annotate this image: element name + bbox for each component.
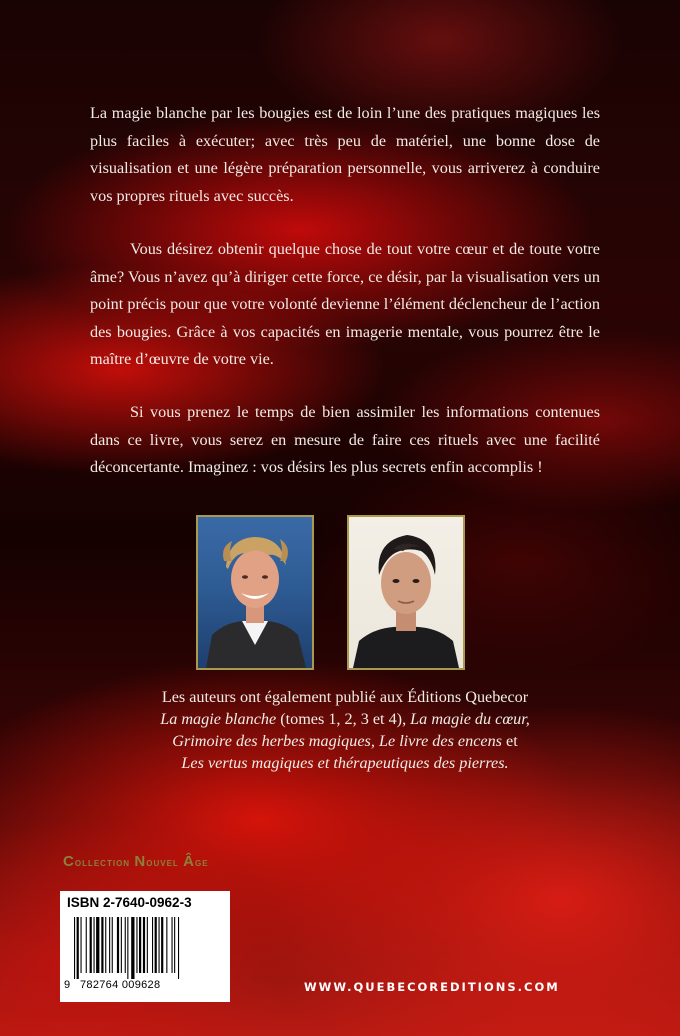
paragraph-desire — [90, 236, 600, 374]
book-title-grimoire: Grimoire des herbes magiques, — [172, 732, 375, 750]
author-photo-right — [347, 515, 465, 670]
barcode-panel — [60, 891, 230, 1002]
book-title-magie-blanche: La magie blanche — [160, 710, 277, 728]
book-tomes: (tomes 1, 2, 3 et 4), — [276, 710, 411, 728]
connector-et: et — [501, 732, 518, 750]
collection-word-3: ge — [195, 855, 209, 869]
collection-word-2: ouvel — [146, 855, 179, 869]
paragraph-2-text: Vous désirez obtenir quelque chose de tout votre cœur et de toute votre âme? Vous n’avez qu’à diriger cette force, ce désir, par la visualisation vers un point précis pour que votre volonté devienne l’élément déclencheur de l’action des bougies. Grâce à vos capacités en imagerie mentale, vous pourrez être le maître d’œuvre de votre vie. — [90, 240, 600, 368]
collection-word-1: ollection — [74, 855, 131, 869]
collection-initial-3: Â — [183, 853, 195, 870]
paragraph-1-text: La magie blanche par les bougies est de loin l’une des pratiques magiques les plus faciles à exécuter; avec très peu de matériel, une bonne dose de visualisation et une légère préparation personnelle, vous arriverez à conduire vos propres rituels avec succès. — [90, 104, 600, 205]
book-title-magie-du-coeur: La magie du cœur, — [410, 710, 530, 728]
collection-name — [63, 853, 209, 870]
collection-initial-1: C — [63, 853, 75, 870]
barcode-icon — [74, 917, 220, 979]
publications-line-3 — [90, 730, 600, 752]
paragraph-intro — [90, 100, 600, 210]
author-photo-left — [196, 515, 314, 670]
publications-line-4 — [90, 752, 600, 774]
paragraph-conclusion — [90, 399, 600, 482]
author-portrait-right-illustration — [349, 517, 463, 668]
other-publications — [90, 686, 600, 774]
book-title-livre-encens: Le livre des encens — [378, 732, 502, 750]
publications-line-2 — [90, 708, 600, 730]
author-portrait-left-illustration — [198, 517, 312, 668]
ean-first-digit: 9 — [64, 979, 71, 991]
publisher-website: WWW.QUEBECOREDITIONS.COM — [304, 980, 560, 994]
paragraph-3-text: Si vous prenez le temps de bien assimiler les informations contenues dans ce livre, vous serez en mesure de faire ces rituels avec une facilité déconcertante. Imaginez : vos désirs les plus secrets enfin accomplis ! — [90, 403, 600, 476]
book-title-vertus-pierres: Les vertus magiques et thérapeutiques des pierres. — [181, 754, 509, 772]
isbn-number: ISBN 2-7640-0962-3 — [67, 895, 192, 910]
publications-intro: Les auteurs ont également publié aux Éditions Quebecor — [161, 688, 529, 706]
ean-digits: 782764 009628 — [80, 979, 161, 991]
collection-initial-2: N — [134, 853, 147, 870]
